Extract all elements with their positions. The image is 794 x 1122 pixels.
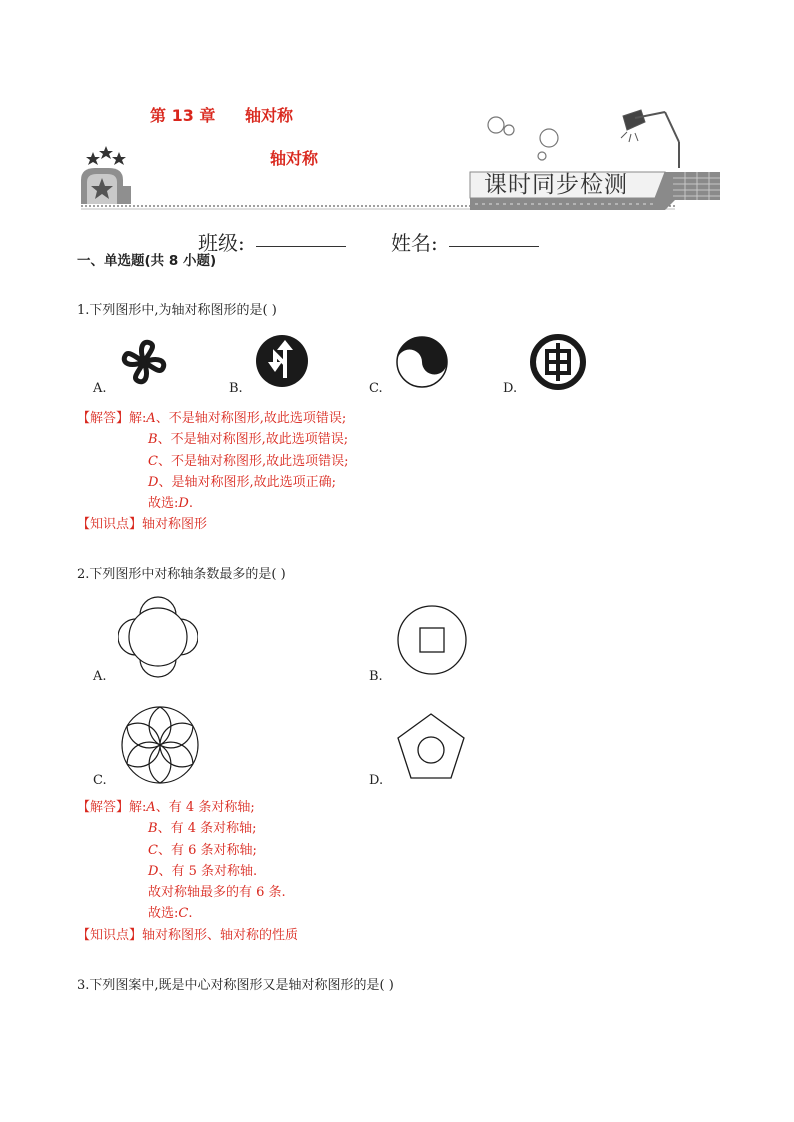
- q1-choice-label: 故选:: [148, 496, 179, 512]
- q1-answer-line-a: 、不是轴对称图形,故此选项错误;: [155, 411, 347, 426]
- q1-kp-tag: 【知识点】: [77, 517, 143, 533]
- q1-option-a-figure: [120, 338, 168, 386]
- q1-option-b-label[interactable]: B.: [229, 381, 243, 396]
- q2-kp: 轴对称图形、轴对称的性质: [142, 927, 299, 943]
- banner-title: 课时同步检测: [484, 172, 628, 198]
- q1-option-d-figure: [530, 334, 586, 390]
- q1-answer-line-b: 、不是轴对称图形,故此选项错误;: [157, 432, 349, 448]
- q1-answer-pre: 解:: [129, 411, 147, 426]
- q1-answer-letter-d: D: [148, 474, 159, 490]
- q1-stem: 1.下列图形中,为轴对称图形的是( ): [77, 303, 277, 318]
- chapter-name: 轴对称: [245, 106, 294, 125]
- q2-option-c-label[interactable]: C.: [93, 773, 107, 788]
- q3-stem: 3.下列图案中,既是中心对称图形又是轴对称图形的是( ): [77, 978, 394, 993]
- q2-answer-letter-a: A: [146, 800, 156, 815]
- q2-choice-end: .: [188, 906, 193, 922]
- name-input[interactable]: [449, 226, 539, 247]
- q2-summary: 故对称轴最多的有 6 条.: [148, 885, 286, 901]
- q2-answer: [77, 797, 677, 946]
- section-title: 一、单选题(共 8 小题): [77, 253, 217, 269]
- q2-stem: 2.下列图形中对称轴条数最多的是( ): [77, 567, 286, 582]
- q1-option-d-label[interactable]: D.: [503, 381, 518, 396]
- q2-answer-line-d: 、有 5 条对称轴.: [158, 863, 258, 879]
- q2-choice-label: 故选:: [148, 906, 179, 922]
- q2-answer-letter-d: D: [148, 863, 159, 879]
- q1-answer-line-d: 、是轴对称图形,故此选项正确;: [158, 474, 336, 490]
- q1-option-c-label[interactable]: C.: [369, 381, 383, 396]
- class-input[interactable]: [256, 226, 346, 247]
- q2-answer-tag: 【解答】: [77, 800, 130, 815]
- q2-answer-line-c: 、有 6 条对称轴;: [157, 842, 257, 858]
- q2-answer-line-a: 、有 4 条对称轴;: [155, 800, 255, 815]
- desk-lamp-icon: [621, 110, 679, 168]
- q1-answer-letter-a: A: [146, 411, 156, 426]
- name-label: 姓名:: [391, 231, 438, 255]
- q2-option-d-figure: [395, 712, 467, 782]
- q1-choice: D: [178, 496, 189, 512]
- q1-answer: [77, 408, 677, 536]
- q1-option-a-label[interactable]: A.: [93, 381, 107, 396]
- q2-answer-pre: 解:: [129, 800, 147, 815]
- bubbles-icon: [488, 117, 558, 160]
- stars-icon: [86, 146, 126, 165]
- q1-choice-end: .: [188, 496, 193, 512]
- lesson-title: 轴对称: [270, 149, 319, 168]
- q2-answer-letter-b: B: [148, 821, 158, 837]
- q2-option-a-label[interactable]: A.: [93, 669, 107, 684]
- q1-option-c-figure: [396, 336, 448, 388]
- q1-answer-letter-c: C: [148, 453, 158, 469]
- q2-option-c-figure: [120, 705, 200, 785]
- q1-kp: 轴对称图形: [142, 517, 208, 533]
- q1-answer-tag: 【解答】: [77, 411, 130, 426]
- q2-option-a-figure: [118, 595, 198, 679]
- q2-option-b-label[interactable]: B.: [369, 669, 383, 684]
- q2-option-b-figure: [396, 604, 468, 676]
- q2-kp-tag: 【知识点】: [77, 927, 143, 943]
- star-badge-icon: [81, 168, 131, 204]
- q2-answer-letter-c: C: [148, 842, 158, 858]
- q1-option-b-figure: [255, 334, 309, 388]
- class-label: 班级:: [198, 231, 245, 255]
- q1-answer-line-c: 、不是轴对称图形,故此选项错误;: [157, 453, 349, 469]
- q2-choice: C: [178, 906, 189, 922]
- q2-option-d-label[interactable]: D.: [369, 773, 384, 788]
- q1-answer-letter-b: B: [148, 432, 158, 448]
- q2-answer-line-b: 、有 4 条对称轴;: [157, 821, 257, 837]
- chapter-number: 第 13 章: [150, 106, 216, 125]
